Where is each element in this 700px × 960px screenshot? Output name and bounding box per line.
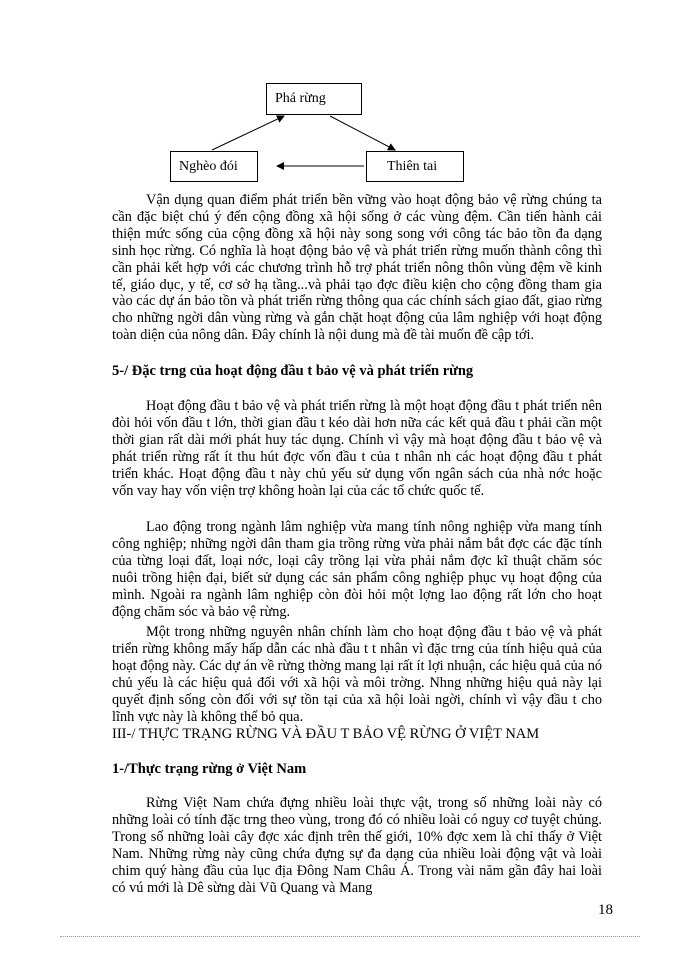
poverty-box: Nghèo đói <box>170 151 258 182</box>
deforestation-box: Phá rừng <box>266 83 362 115</box>
heading-investment-characteristics: 5-/ Đặc trng của hoạt động đầu t bảo vệ và phát triển rừng <box>112 363 474 379</box>
paragraph-investment-features: Hoạt động đầu t bảo vệ và phát triển rừng là một hoạt động đầu t phát triển nên đòi hỏi vốn đầu t lớn, thời gian đầu t kéo dài hơn nữa các kết quả đầu t phải cần một thời gian rất dài mới phát huy tác dụng. Chính vì vậy mà hoạt động đầu t bảo vệ và phát triển rừng rất ít thu hút đợc vốn đầu t của t nhân nh các hoạt động đầu t phát triển khác. Hoạt động đầu t này chủ yếu sử dụng vốn ngân sách của nhà nớc hoặc vốn vay hay vốn viện trợ không hoàn lại của các tổ chức quốc tế. <box>112 398 602 499</box>
arrow-deforestation-to-disaster <box>330 116 395 150</box>
cause-effect-diagram <box>0 0 700 200</box>
paragraph-forestry-labor: Lao động trong ngành lâm nghiệp vừa mang tính nông nghiệp vừa mang tính công nghiệp; những ngời dân tham gia trồng rừng vừa phải nắm bắt đợc các đặc tính của từng loại đất, loại nớc, loại cây trồng lại vừa phải nắm đợc kĩ thuật chăm sóc nuôi trồng hiện đại, biết sử dụng các sản phẩm công nghiệp phục vụ hoạt động của mình. Ngoài ra ngành lâm nghiệp còn đòi hỏi một lợng lao động rất lớn cho hoạt động chăm sóc và bảo vệ rừng. <box>112 519 602 620</box>
heading-forest-status: 1-/Thực trạng rừng ở Việt Nam <box>112 761 307 777</box>
arrow-poverty-to-deforestation <box>212 116 284 150</box>
bottom-divider <box>60 936 640 937</box>
section-heading-vietnam-forest-status: III-/ THỰC TRẠNG RỪNG VÀ ĐẦU T BẢO VỆ RỪNG Ở VIỆT NAM <box>112 726 540 742</box>
paragraph-sustainable-development: Vận dụng quan điểm phát triển bền vững vào hoạt động bảo vệ rừng chúng ta cần đặc biệt chú ý đến cộng đồng xã hội sống ở các vùng đệm. Cần tiến hành cải thiện mức sống của cộng đồng xã hội này song song với công tác bảo tồn đa dạng sinh học rừng. Có nghĩa là hoạt động bảo vệ và phát triển rừng muốn thành công thì cần phải kết hợp với các chương trình hỗ trợ phát triển nông thôn vùng đệm về kinh tế, giáo dục, y tế, cơ sở hạ tầng...và phải tạo đợc điều kiện cho cộng đồng tham gia vào các dự án bảo tồn và phát triển rừng thông qua các chính sách giao đất, giao rừng cho những ngời dân vùng rừng và gắn chặt hoạt động của lâm nghiệp với hoạt động toàn diện của nông dân. Đây chính là nội dung mà đề tài muốn đề cập tới. <box>112 192 602 344</box>
paragraph-investment-effectiveness: Một trong những nguyên nhân chính làm cho hoạt động đầu t bảo vệ và phát triển rừng không mấy hấp dẫn các nhà đầu t t nhân vì đặc trng của tính hiệu quả của hoạt động này. Các dự án về rừng thờng mang lại rất ít lợi nhuận, các hiệu quả của nó chủ yếu là các hiệu quả đối với xã hội và môi trờng. Nhng những hiệu quả này lại quyết định sống còn đối với sự tồn tại của xã hội loài ngời, chính vì vậy đầu t cho lĩnh vực này là không thể bỏ qua. <box>112 624 602 725</box>
paragraph-vietnam-forest: Rừng Việt Nam chứa đựng nhiều loài thực vật, trong số những loài này có những loài có tính đặc trng theo vùng, trong đó có nhiều loài có nguy cơ tuyệt chủng. Trong số những loài cây đợc xác định trên thế giới, 10% đợc xem là chỉ thấy ở Việt Nam. Những rừng này cũng chứa đựng sự đa dạng của nhiều loài động vật và loài chim quý hàng đầu của lục địa Đông Nam Châu Á. Trong vài năm gần đây hai loài có vú mới là Dê sừng dài Vũ Quang và Mang <box>112 795 602 896</box>
natural-disaster-box: Thiên tai <box>366 151 464 182</box>
page-number: 18 <box>598 902 613 918</box>
